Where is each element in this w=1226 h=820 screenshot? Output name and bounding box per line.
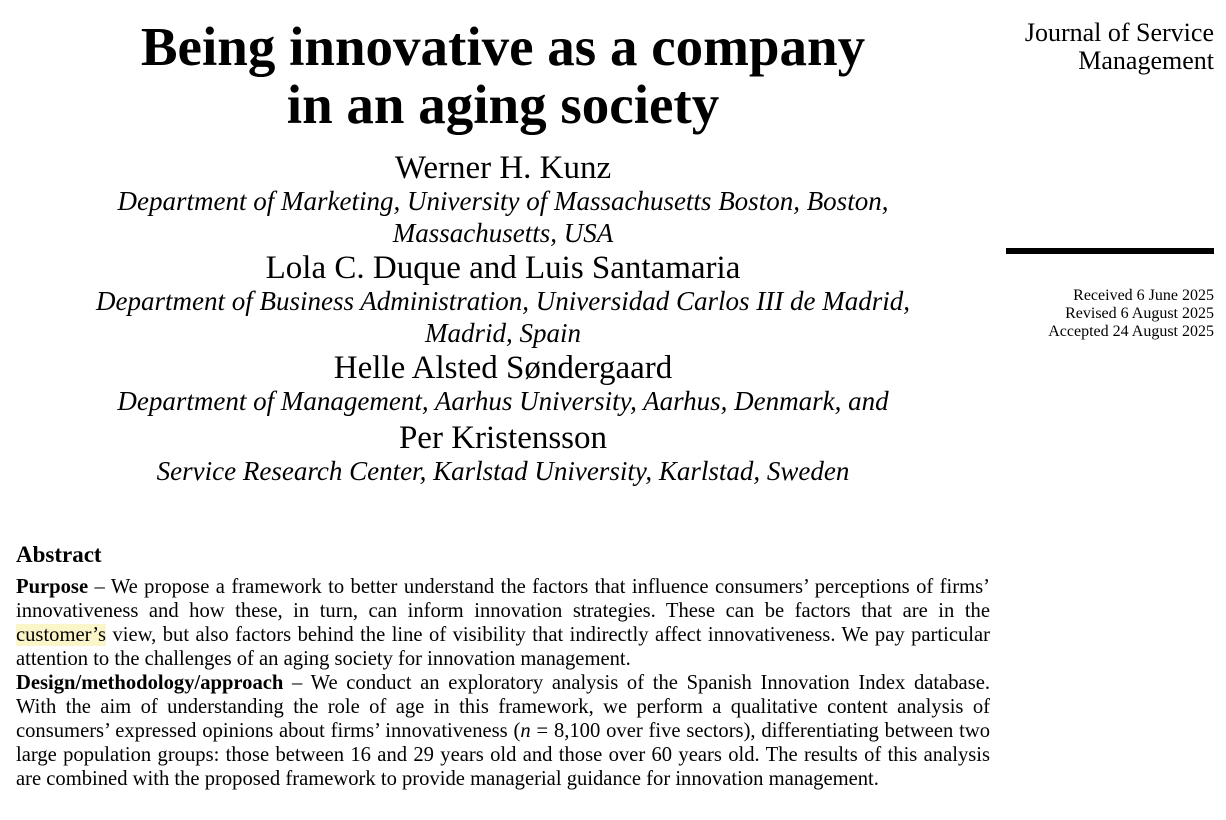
sample-size-symbol: n — [520, 720, 531, 742]
journal-name-line-2: Management — [1078, 46, 1214, 75]
journal-name-line-1: Journal of Service — [1024, 18, 1214, 47]
revised-date: Revised 6 August 2025 — [1065, 305, 1214, 322]
purpose-text-end: view, but also factors behind the line of visibility that indirectly affect innovativeness. We pay particular attention to the challenges of an aging society for innovation management. — [16, 624, 990, 670]
paper-title-line-1: Being innovative as a company — [140, 16, 866, 77]
author-list — [16, 151, 990, 487]
author-affiliation: Department of Management, Aarhus University, Aarhus, Denmark, and — [117, 386, 889, 416]
author-name: Werner H. Kunz — [394, 150, 612, 186]
paper-header — [16, 0, 990, 487]
highlighted-word[interactable]: customer’s — [16, 624, 106, 646]
sidebar-divider — [1006, 248, 1214, 254]
paper-title — [16, 18, 990, 134]
design-paragraph — [16, 671, 990, 791]
received-date: Received 6 June 2025 — [1073, 287, 1214, 304]
design-text: We conduct an exploratory analysis of the Spanish Innovation Index database. With the aim of understanding the role of age in this framework, we perform a qualitative content analysis of consumers’ expressed opinions about firms’ innovativeness ( — [16, 672, 990, 742]
design-dash: – — [283, 672, 311, 694]
author-affiliation: Department of Business Administration, Universidad Carlos III de Madrid, Madrid, Spain — [96, 286, 910, 348]
author-name: Lola C. Duque and Luis Santamaria — [265, 250, 741, 286]
purpose-paragraph — [16, 575, 990, 671]
publication-dates — [994, 287, 1214, 341]
author-affiliation: Service Research Center, Karlstad University, Karlstad, Sweden — [156, 456, 850, 486]
journal-name — [1006, 19, 1214, 75]
design-text-end: = 8,100 over five sectors), differentiating between two large population groups: those between 16 and 29 years old and those over 60 years old. The results of this analysis are combined with the proposed framework to provide managerial guidance for innovation management. — [16, 720, 990, 790]
author-affiliation: Department of Marketing, University of Massachusetts Boston, Boston, Massachusetts, USA — [117, 186, 889, 248]
accepted-date: Accepted 24 August 2025 — [1048, 323, 1214, 340]
purpose-label: Purpose — [16, 576, 89, 598]
abstract-section — [16, 541, 990, 791]
paper-title-line-2: in an aging society — [286, 74, 720, 135]
author-name: Helle Alsted Søndergaard — [333, 350, 673, 386]
purpose-text: We propose a framework to better understand the factors that influence consumers’ perceptions of firms’ innovativeness and how these, in turn, can inform innovation strategies. These can be factors that are in the — [16, 576, 990, 622]
purpose-dash: – — [88, 576, 111, 598]
author-name: Per Kristensson — [398, 420, 608, 456]
design-label: Design/methodology/approach — [16, 672, 284, 694]
abstract-heading: Abstract — [16, 542, 102, 567]
